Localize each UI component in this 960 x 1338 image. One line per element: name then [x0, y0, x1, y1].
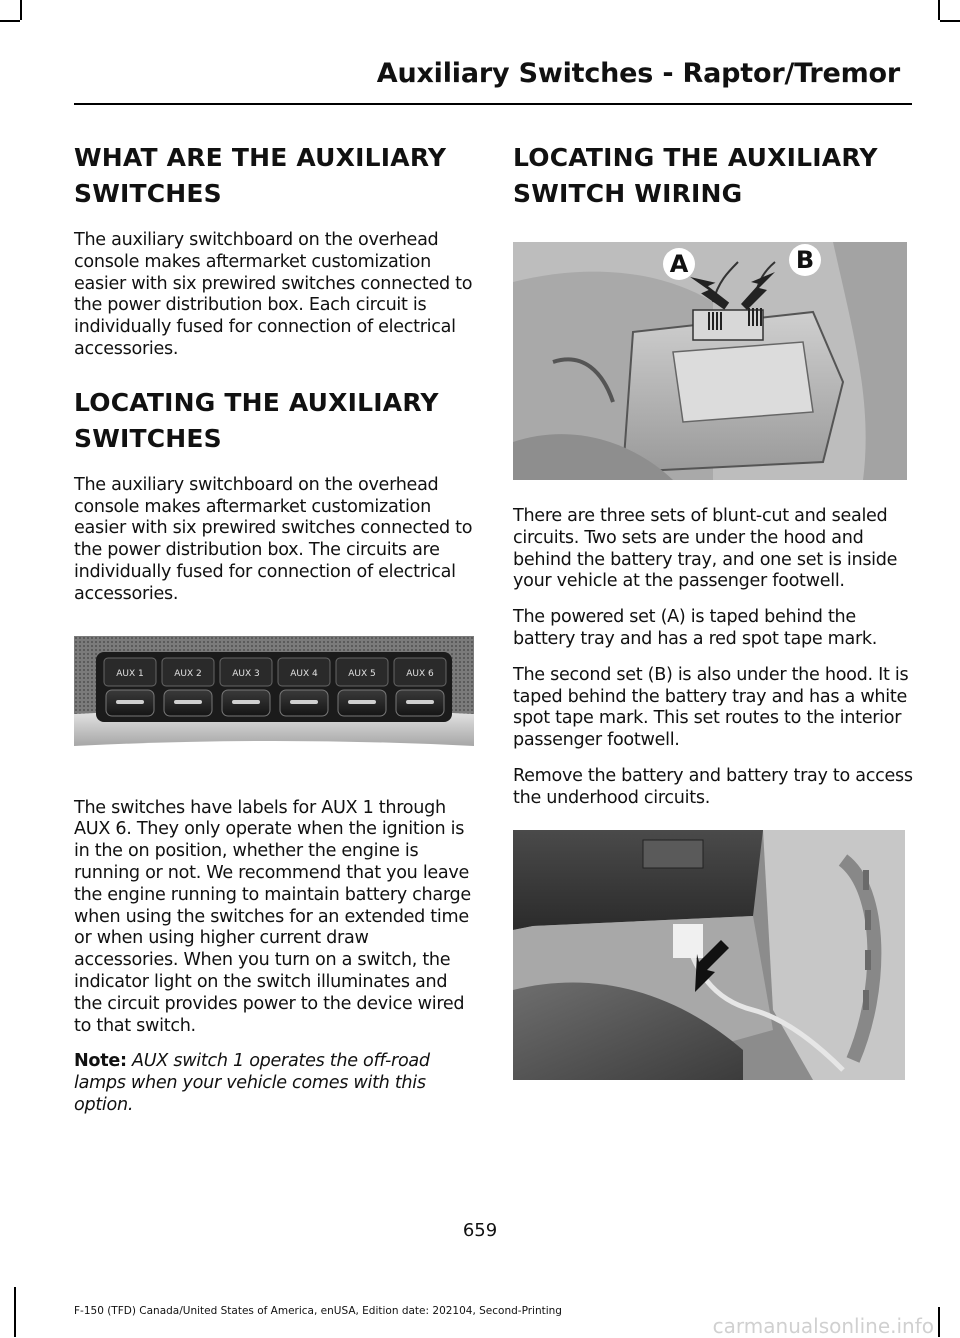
aux-switch-label: AUX 6: [406, 668, 434, 679]
note-label: Note:: [74, 1051, 127, 1072]
crop-mark: [20, 0, 22, 20]
section-heading-locating-wiring: LOCATING THE AUXILIARY SWITCH WIRING: [513, 143, 878, 208]
edition-line: F-150 (TFD) Canada/United States of America, enUSA, Edition date: 202104, Second-Printing: [74, 1305, 562, 1317]
paragraph-second-set: The second set (B) is also under the hood. It is taped behind the battery tray and has a white spot tape mark. This set routes to the interior passenger footwell.: [513, 664, 909, 751]
note: [74, 1051, 474, 1116]
crop-mark: [938, 0, 940, 20]
header-rule: [74, 103, 912, 105]
section-heading-locating-switches: LOCATING THE AUXILIARY SWITCHES: [74, 387, 439, 453]
aux-switch-panel-graphic: [74, 636, 474, 762]
footwell-graphic: [513, 830, 905, 1080]
watermark: carmanualsonline.info: [712, 1314, 934, 1338]
page-title: Auxiliary Switches - Raptor/Tremor: [376, 58, 900, 89]
paragraph-three-sets: There are three sets of blunt-cut and sealed circuits. Two sets are under the hood and behind the battery tray, and one set is inside your vehicle at the passenger footwell.: [513, 506, 898, 592]
crop-mark: [0, 20, 20, 22]
paragraph-switch-labels: The switches have labels for AUX 1 through AUX 6. They only operate when the ignition is in the on position, whether the engine is running or not. We recommend that you leave the engine running to maintain battery charge when using the switches for an extended time or when using higher current draw accessories. When you turn on a switch, the indicator light on the switch illuminates and the circuit provides power to the device wired to that switch.: [74, 797, 471, 1036]
aux-switch-label: AUX 1: [116, 668, 144, 679]
crop-mark: [938, 1307, 940, 1337]
note-text: AUX switch 1 operates the off-road lamps when your vehicle comes with this option.: [74, 1051, 430, 1115]
paragraph-locating: The auxiliary switchboard on the overhead console makes aftermarket customization easier with six prewired switches connected to the power distribution box. The circuits are individually fused for connection of electrical accessories.: [74, 474, 473, 604]
crop-mark: [940, 20, 960, 22]
paragraph-powered-set: The powered set (A) is taped behind the battery tray and has a red spot tape mark.: [513, 607, 878, 649]
aux-switch-label: AUX 5: [348, 668, 376, 679]
paragraph-intro: The auxiliary switchboard on the overhead console makes aftermarket customization easier with six prewired switches connected to the power distribution box. Each circuit is individually fused for connection of electrical accessories.: [74, 230, 473, 359]
aux-switch-label: AUX 2: [174, 668, 202, 679]
crop-mark: [14, 1287, 16, 1337]
engine-bay-image: [513, 242, 907, 480]
page-number: 659: [462, 1220, 498, 1241]
passenger-footwell-image: [513, 830, 905, 1080]
callout-b: B: [789, 244, 821, 276]
paragraph-remove-battery: Remove the battery and battery tray to access the underhood circuits.: [513, 765, 913, 808]
aux-switch-label: AUX 4: [290, 668, 318, 679]
left-column: [74, 140, 474, 1131]
callout-a: A: [663, 248, 695, 280]
engine-bay-graphic: [513, 242, 907, 480]
section-heading-what-are: WHAT ARE THE AUXILIARY SWITCHES: [74, 143, 447, 208]
aux-switch-label: AUX 3: [232, 668, 260, 679]
aux-switch-panel-image: [74, 636, 474, 762]
right-column: [513, 140, 913, 1100]
